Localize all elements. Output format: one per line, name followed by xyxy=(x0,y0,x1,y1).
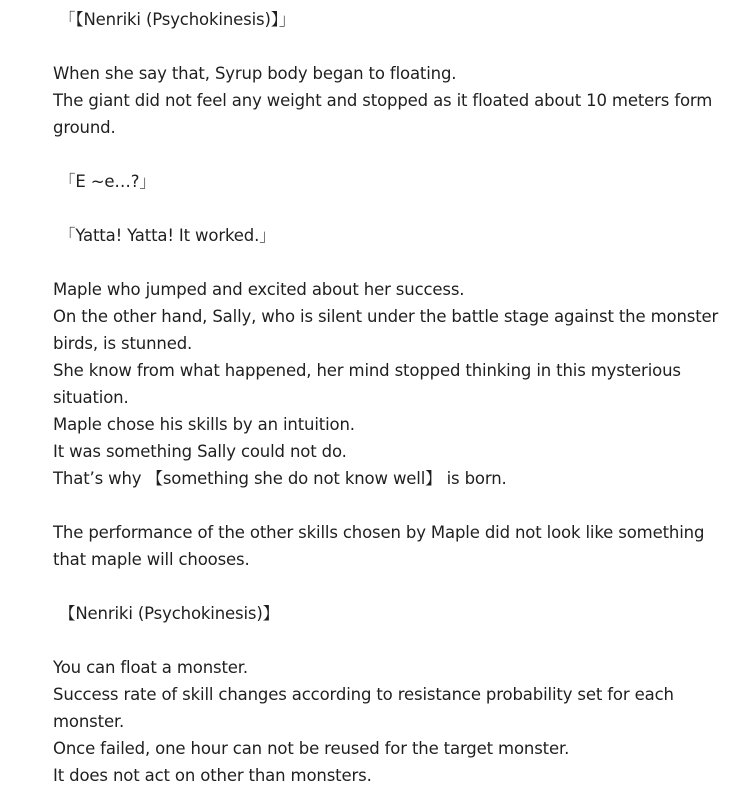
text-line: Maple who jumped and excited about her success. xyxy=(53,280,465,299)
text-line: It was something Sally could not do. xyxy=(53,442,347,461)
text-line: ground. xyxy=(53,118,116,137)
skill-title: 【Nenriki (Psychokinesis)】 xyxy=(59,604,279,623)
paragraph-gap xyxy=(53,573,716,600)
skill-description-line: monster. xyxy=(53,712,125,731)
paragraph-gap xyxy=(53,249,716,276)
dialogue-line: 「Yatta! Yatta! It worked.」 xyxy=(59,226,276,245)
text-line: The performance of the other skills chosen by Maple did not look like something xyxy=(53,523,705,542)
paragraph-gap xyxy=(53,492,716,519)
skill-description-line: It does not act on other than monsters. xyxy=(53,766,372,785)
text-line: The giant did not feel any weight and stopped as it floated about 10 meters form xyxy=(53,91,713,110)
dialogue-line: 「E ~e…?」 xyxy=(59,172,156,191)
text-line: birds, is stunned. xyxy=(53,334,193,353)
skill-description-line: You can float a monster. xyxy=(53,658,248,677)
text-line: situation. xyxy=(53,388,129,407)
text-line: Maple chose his skills by an intuition. xyxy=(53,415,355,434)
skill-description-line: Success rate of skill changes according to resistance probability set for each xyxy=(53,685,674,704)
text-line: She know from what happened, her mind stopped thinking in this mysterious xyxy=(53,361,681,380)
paragraph-gap xyxy=(53,195,716,222)
paragraph-gap xyxy=(53,141,716,168)
dialogue-line: 「【Nenriki (Psychokinesis)】」 xyxy=(59,10,296,29)
text-line: that maple will chooses. xyxy=(53,550,250,569)
paragraph-gap xyxy=(53,33,716,60)
text-line: On the other hand, Sally, who is silent under the battle stage against the monster xyxy=(53,307,719,326)
paragraph-gap xyxy=(53,627,716,654)
text-line: When she say that, Syrup body began to floating. xyxy=(53,64,457,83)
text-line: That’s why 【something she do not know well】 is born. xyxy=(53,469,507,488)
skill-description-line: Once failed, one hour can not be reused for the target monster. xyxy=(53,739,570,758)
